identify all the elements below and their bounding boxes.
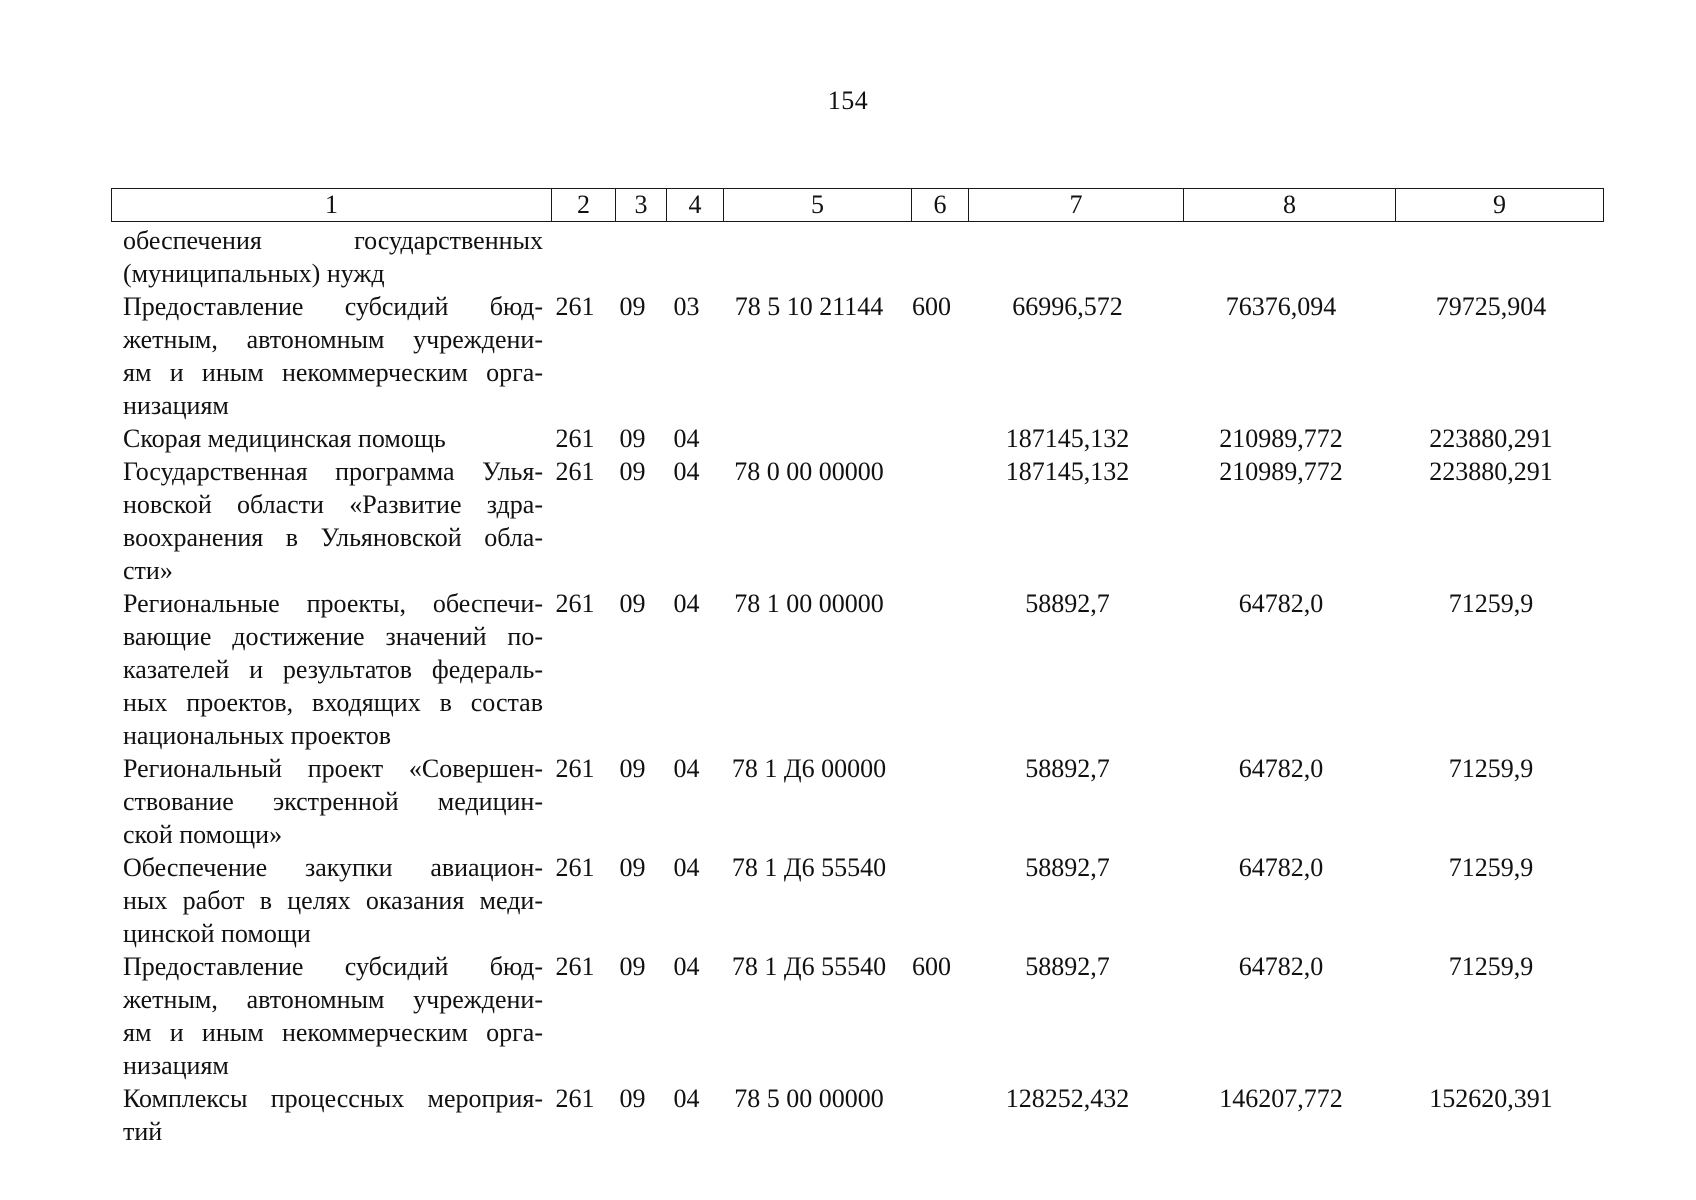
table-row [111,422,1605,455]
row-amount-year-3: 71259,9 [1448,754,1534,783]
description-line: ных проектов, входящих в состав [123,688,543,717]
table-body [111,224,1605,1148]
description-line: низациям [123,391,229,420]
row-amount-year-1: 187145,132 [1005,424,1130,453]
row-amount-year-2: 64782,0 [1238,754,1324,783]
description-line: жетным, автономным учреждени- [123,985,543,1014]
row-subsection: 04 [673,754,700,783]
description-line: ской помощи» [123,820,283,849]
row-admin-code: 261 [555,1084,595,1113]
description-line: ям и иным некоммерческим орга- [123,1018,543,1047]
row-description [111,290,543,422]
row-description [111,1082,543,1148]
page-number: 154 [827,86,869,115]
description-line: Государственная программа Улья- [123,457,543,486]
row-subsection: 04 [673,589,700,618]
header-col-2: 2 [552,189,616,222]
table-row [111,587,1605,752]
row-section: 09 [619,853,646,882]
description-line: Скорая медицинская помощь [123,424,446,453]
table-row [111,1082,1605,1148]
row-amount-year-1: 66996,572 [1012,292,1123,321]
table-row [111,455,1605,587]
description-line: Региональный проект «Совершен- [123,754,543,783]
row-section: 09 [619,1084,646,1113]
row-amount-year-3: 223880,291 [1429,424,1553,453]
row-subsection: 04 [673,952,700,981]
row-section: 09 [619,292,646,321]
row-target-article: 78 5 00 00000 [734,1084,884,1113]
table-row [111,752,1605,851]
row-target-article: 78 1 Д6 00000 [731,754,887,783]
row-amount-year-3: 71259,9 [1448,853,1534,882]
row-target-article: 78 0 00 00000 [734,457,884,486]
row-amount-year-1: 58892,7 [1025,952,1110,981]
row-amount-year-3: 152620,391 [1429,1084,1553,1113]
header-col-1: 1 [112,189,552,222]
description-line: Предоставление субсидий бюд- [123,952,543,981]
row-subsection: 04 [673,424,700,453]
row-amount-year-2: 146207,772 [1219,1084,1343,1113]
row-amount-year-1: 187145,132 [1005,457,1130,486]
row-section: 09 [619,424,646,453]
table-header [111,188,1604,222]
row-admin-code: 261 [555,424,595,453]
row-amount-year-1: 128252,432 [1005,1084,1130,1113]
header-col-7: 7 [969,189,1184,222]
description-line: сти» [123,556,173,585]
row-description [111,587,543,752]
row-amount-year-2: 210989,772 [1219,457,1343,486]
description-line: национальных проектов [123,721,392,750]
row-admin-code: 261 [555,754,595,783]
row-amount-year-2: 76376,094 [1225,292,1337,321]
row-target-article: 78 1 Д6 55540 [731,952,887,981]
row-amount-year-1: 58892,7 [1025,589,1110,618]
row-description [111,422,543,455]
row-amount-year-3: 79725,904 [1435,292,1547,321]
table-row [111,290,1605,422]
description-line: ям и иным некоммерческим орга- [123,358,543,387]
description-line: обеспечения государственных [123,226,543,255]
table-row [111,224,1605,290]
row-amount-year-2: 64782,0 [1238,952,1324,981]
description-line: воохранения в Ульяновской обла- [123,523,543,552]
row-expense-type: 600 [912,292,951,321]
description-line: ствование экстренной медицин- [123,787,543,816]
description-line: Региональные проекты, обеспечи- [123,589,543,618]
row-section: 09 [619,952,646,981]
row-description [111,752,543,851]
row-admin-code: 261 [555,952,595,981]
row-target-article: 78 1 00 00000 [734,589,884,618]
header-col-9: 9 [1396,189,1604,222]
table-row [111,950,1605,1082]
header-col-8: 8 [1184,189,1396,222]
row-amount-year-3: 71259,9 [1448,589,1534,618]
row-description [111,455,543,587]
description-line: Обеспечение закупки авиацион- [123,853,543,882]
row-amount-year-1: 58892,7 [1025,754,1110,783]
row-admin-code: 261 [555,853,595,882]
row-section: 09 [619,457,646,486]
row-subsection: 04 [673,853,700,882]
row-expense-type: 600 [912,952,951,981]
row-amount-year-3: 71259,9 [1448,952,1534,981]
row-subsection: 04 [673,457,700,486]
row-amount-year-1: 58892,7 [1025,853,1110,882]
row-target-article: 78 5 10 21144 [734,292,884,321]
description-line: (муниципальных) нужд [123,259,385,288]
header-col-6: 6 [912,189,969,222]
description-line: жетным, автономным учреждени- [123,325,543,354]
header-col-4: 4 [667,189,724,222]
description-line: новской области «Развитие здра- [123,490,543,519]
row-amount-year-2: 64782,0 [1238,589,1324,618]
header-col-3: 3 [616,189,667,222]
row-section: 09 [619,754,646,783]
row-admin-code: 261 [555,457,595,486]
row-description [111,224,543,290]
row-subsection: 04 [673,1084,700,1113]
header-col-5: 5 [724,189,912,222]
row-target-article: 78 1 Д6 55540 [731,853,887,882]
description-line: цинской помощи [123,919,311,948]
description-line: вающие достижение значений по- [123,622,543,651]
table-row [111,851,1605,950]
description-line: казателей и результатов федераль- [123,655,543,684]
description-line: тий [123,1117,163,1146]
row-description [111,950,543,1082]
row-admin-code: 261 [555,292,595,321]
row-description [111,851,543,950]
description-line: низациям [123,1051,229,1080]
row-amount-year-2: 64782,0 [1238,853,1324,882]
row-admin-code: 261 [555,589,595,618]
row-subsection: 03 [673,292,700,321]
row-section: 09 [619,589,646,618]
row-amount-year-2: 210989,772 [1219,424,1343,453]
description-line: ных работ в целях оказания меди- [123,886,543,915]
description-line: Комплексы процессных мероприя- [123,1084,543,1113]
description-line: Предоставление субсидий бюд- [123,292,543,321]
row-amount-year-3: 223880,291 [1429,457,1553,486]
